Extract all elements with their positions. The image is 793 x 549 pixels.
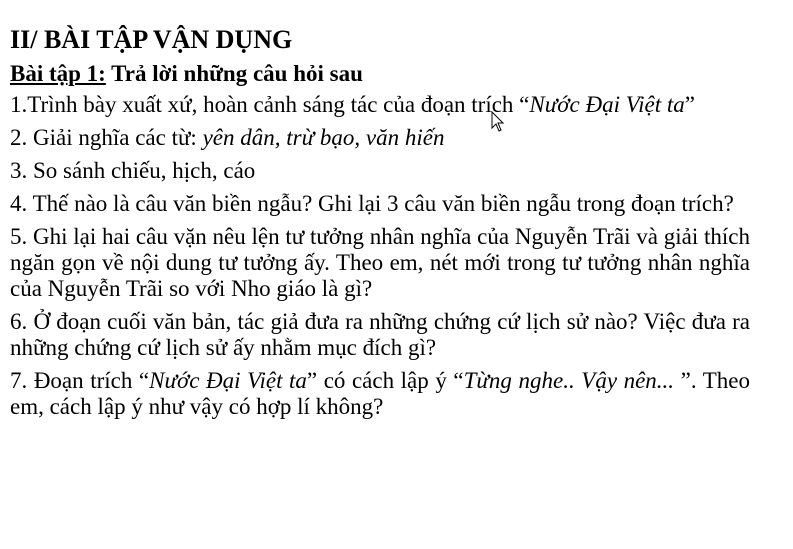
question-7 bbox=[10, 368, 750, 420]
question-1-end: ” bbox=[684, 92, 695, 117]
mouse-pointer-icon bbox=[491, 111, 505, 133]
question-list bbox=[10, 92, 750, 420]
question-3: 3. So sánh chiếu, hịch, cáo bbox=[10, 158, 256, 183]
exercise-label: Bài tập 1: bbox=[10, 61, 106, 86]
exercise-title bbox=[10, 60, 750, 88]
question-7-text: 7. Đoạn trích “ bbox=[10, 368, 150, 393]
question-7-italic-2: Từng nghe.. Vậy nên... bbox=[463, 368, 675, 393]
question-4: 4. Thế nào là câu văn biền ngẫu? Ghi lại 3 câu văn biền ngẫu trong đoạn trích? bbox=[10, 191, 734, 216]
question-7-mid: ” có cách lập ý “ bbox=[306, 368, 464, 393]
question-1 bbox=[10, 92, 750, 118]
question-6: 6. Ở đoạn cuối văn bản, tác giả đưa ra những chứng cứ lịch sử nào? Việc đưa ra những chứng cứ lịch sử ấy nhằm mục đích gì? bbox=[10, 309, 750, 360]
exercise-instruction: Trả lời những câu hỏi sau bbox=[105, 61, 363, 86]
question-7-italic-1: Nước Đại Việt ta bbox=[149, 368, 307, 393]
question-2-text: 2. Giải nghĩa các từ: bbox=[10, 125, 203, 150]
question-7-end: ”. Theo em, cách lập ý như vậy có hợp lí không? bbox=[10, 368, 750, 419]
question-2 bbox=[10, 125, 750, 151]
section-heading: II/ BÀI TẬP VẬN DỤNG bbox=[10, 25, 293, 54]
question-5: 5. Ghi lại hai câu vặn nêu lện tư tưởng nhân nghĩa của Nguyễn Trãi và giải thích ngăn gọn về nội dung tư tưởng ấy. Theo em, nét mới trong tư tưởng nhân nghĩa của Nguyễn Trãi so với Nho giáo là gì? bbox=[10, 224, 750, 301]
question-2-italic: yên dân, trừ bạo, văn hiến bbox=[202, 125, 445, 150]
question-1-italic: Nước Đại Việt ta bbox=[529, 92, 685, 117]
slide-content bbox=[10, 24, 750, 427]
question-1-text: 1.Trình bày xuất xứ, hoàn cảnh sáng tác của đoạn trích “ bbox=[10, 92, 530, 117]
